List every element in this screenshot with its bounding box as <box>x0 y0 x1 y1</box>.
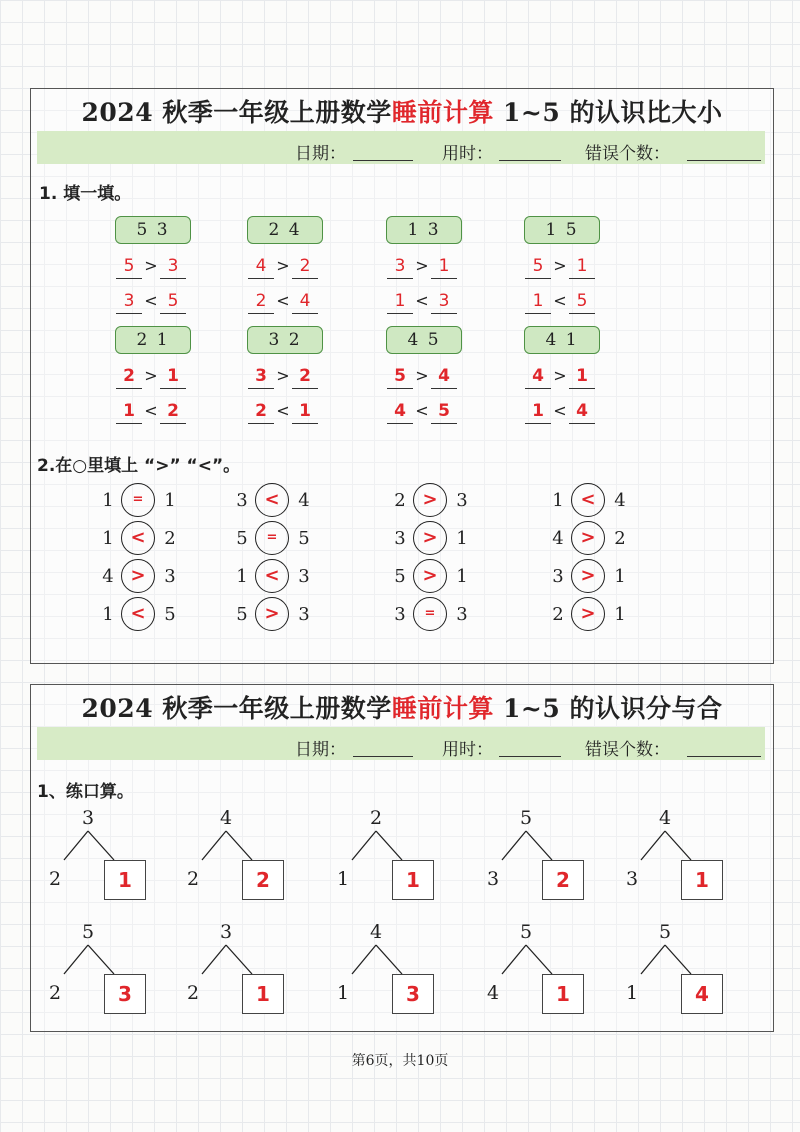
less-than-sign: < <box>276 291 290 310</box>
answer-blank[interactable]: 4 <box>569 399 595 424</box>
compare-row <box>101 559 211 595</box>
right-branch <box>376 831 402 860</box>
less-than-sign: < <box>553 291 567 310</box>
number-bond-tree <box>186 807 296 907</box>
answer-box[interactable]: 1 <box>542 974 584 1014</box>
compare-circle[interactable]: = <box>255 521 289 555</box>
right-number: 4 <box>298 490 310 511</box>
greater-than-sign: > <box>276 256 290 275</box>
compare-row <box>101 521 211 557</box>
answer-blank[interactable]: 1 <box>431 254 457 279</box>
compare-row <box>101 483 211 519</box>
answer-blank[interactable]: 4 <box>431 364 457 389</box>
right-number: 1 <box>456 528 468 549</box>
compare-circle[interactable]: > <box>413 559 447 593</box>
greater-than-sign: > <box>415 256 429 275</box>
errors-label: 错误个数： <box>585 740 670 760</box>
time-label: 用时： <box>442 144 493 164</box>
greater-than-row <box>525 364 597 390</box>
right-number: 3 <box>164 566 176 587</box>
left-number: 3 <box>394 528 406 549</box>
number-bond-tree <box>625 921 735 1021</box>
left-number: 1 <box>102 604 114 625</box>
answer-blank[interactable]: 3 <box>160 254 186 279</box>
whole-number: 2 <box>369 807 383 829</box>
greater-than-row <box>116 364 188 390</box>
left-branch <box>641 831 665 860</box>
number-pair-box: 2 1 <box>115 326 191 354</box>
answer-box[interactable]: 3 <box>392 974 434 1014</box>
answer-box[interactable]: 2 <box>242 860 284 900</box>
greater-than-row <box>387 364 459 390</box>
whole-number: 5 <box>658 921 672 943</box>
compare-row <box>393 597 503 633</box>
number-bond-tree <box>486 921 596 1021</box>
compare-circle[interactable]: > <box>121 559 155 593</box>
answer-blank[interactable]: 2 <box>160 399 186 424</box>
right-number: 2 <box>614 528 626 549</box>
left-number: 5 <box>394 566 406 587</box>
page-footer: 第6页，共10页 <box>351 1053 449 1069</box>
title-highlight: 睡前计算 <box>391 98 494 127</box>
greater-than-sign: > <box>144 366 158 385</box>
number-bond-tree <box>48 807 158 907</box>
right-number: 4 <box>614 490 626 511</box>
answer-blank[interactable]: 3 <box>431 289 457 314</box>
compare-circle[interactable]: < <box>255 483 289 517</box>
answer-blank[interactable]: 5 <box>525 254 551 279</box>
worksheet-title <box>31 93 773 129</box>
title-suffix: 1~5 的认识分与合 <box>493 694 723 723</box>
left-number: 1 <box>102 490 114 511</box>
title-suffix: 1~5 的认识比大小 <box>493 98 723 127</box>
greater-than-sign: > <box>553 256 567 275</box>
answer-blank[interactable]: 2 <box>248 289 274 314</box>
left-number: 1 <box>236 566 248 587</box>
right-number: 3 <box>456 490 468 511</box>
right-number: 3 <box>298 566 310 587</box>
greater-than-sign: > <box>415 366 429 385</box>
answer-box[interactable]: 2 <box>542 860 584 900</box>
answer-box[interactable]: 1 <box>392 860 434 900</box>
date-label: 日期： <box>295 740 346 760</box>
left-number: 4 <box>102 566 114 587</box>
compare-row <box>393 483 503 519</box>
answer-box[interactable]: 1 <box>104 860 146 900</box>
part-number: 2 <box>186 868 200 890</box>
right-number: 5 <box>298 528 310 549</box>
less-than-sign: < <box>553 401 567 420</box>
compare-circle[interactable]: < <box>255 559 289 593</box>
answer-blank[interactable]: 2 <box>292 254 318 279</box>
compare-row <box>235 521 345 557</box>
part-number: 3 <box>486 868 500 890</box>
answer-blank[interactable]: 5 <box>116 254 142 279</box>
compare-row <box>101 597 211 633</box>
left-number: 2 <box>394 490 406 511</box>
tree-branches <box>48 921 158 981</box>
section-fill-title: 1. 填一填。 <box>39 184 132 204</box>
answer-blank[interactable]: 1 <box>569 254 595 279</box>
right-branch <box>665 945 691 974</box>
compare-row <box>551 521 661 557</box>
tree-branches <box>186 807 296 867</box>
greater-than-row <box>248 364 320 390</box>
less-than-sign: < <box>276 401 290 420</box>
number-pair-box: 1 3 <box>386 216 462 244</box>
number-pair-box: 4 1 <box>524 326 600 354</box>
less-than-row <box>248 289 320 315</box>
compare-circle[interactable]: = <box>121 483 155 517</box>
answer-box[interactable]: 1 <box>242 974 284 1014</box>
answer-blank[interactable]: 2 <box>248 399 274 424</box>
left-number: 2 <box>552 604 564 625</box>
answer-blank[interactable]: 1 <box>160 364 186 389</box>
date-label: 日期： <box>295 144 346 164</box>
right-branch <box>526 831 552 860</box>
less-than-sign: < <box>415 401 429 420</box>
tree-branches <box>186 921 296 981</box>
time-field[interactable] <box>499 756 561 757</box>
number-bond-tree <box>336 807 446 907</box>
answer-box[interactable]: 3 <box>104 974 146 1014</box>
right-branch <box>88 831 114 860</box>
less-than-sign: < <box>144 291 158 310</box>
answer-blank[interactable]: 1 <box>525 289 551 314</box>
answer-blank[interactable]: 5 <box>431 399 457 424</box>
greater-than-row <box>387 254 459 280</box>
compare-circle[interactable]: > <box>413 521 447 555</box>
whole-number: 4 <box>219 807 233 829</box>
less-than-row <box>525 289 597 315</box>
number-pair-box: 3 2 <box>247 326 323 354</box>
right-number: 1 <box>456 566 468 587</box>
number-bond-tree <box>186 921 296 1021</box>
right-branch <box>88 945 114 974</box>
less-than-row <box>525 399 597 425</box>
answer-blank[interactable]: 3 <box>116 289 142 314</box>
whole-number: 3 <box>81 807 95 829</box>
part-number: 2 <box>48 868 62 890</box>
left-branch <box>352 831 376 860</box>
less-than-row <box>116 399 188 425</box>
tree-branches <box>486 921 596 981</box>
whole-number: 5 <box>519 807 533 829</box>
part-number: 1 <box>336 982 350 1004</box>
compare-circle[interactable]: > <box>571 521 605 555</box>
answer-blank[interactable]: 1 <box>569 364 595 389</box>
number-pair-box: 5 3 <box>115 216 191 244</box>
less-than-row <box>387 289 459 315</box>
tree-branches <box>336 807 446 867</box>
whole-number: 5 <box>81 921 95 943</box>
answer-blank[interactable]: 3 <box>248 364 274 389</box>
left-branch <box>502 945 526 974</box>
part-number: 1 <box>625 982 639 1004</box>
number-bond-tree <box>336 921 446 1021</box>
errors-field[interactable] <box>687 160 761 161</box>
number-pair-box: 4 5 <box>386 326 462 354</box>
number-bond-tree <box>625 807 735 907</box>
compare-circle[interactable]: < <box>121 521 155 555</box>
answer-blank[interactable]: 1 <box>387 289 413 314</box>
compare-circle[interactable]: > <box>413 483 447 517</box>
date-field[interactable] <box>353 756 413 757</box>
worksheet-title-2 <box>31 689 773 725</box>
left-number: 1 <box>102 528 114 549</box>
compare-row <box>235 597 345 633</box>
right-number: 1 <box>614 566 626 587</box>
answer-blank[interactable]: 5 <box>569 289 595 314</box>
errors-label: 错误个数： <box>585 144 670 164</box>
greater-than-sign: > <box>144 256 158 275</box>
answer-box[interactable]: 1 <box>681 860 723 900</box>
time-field[interactable] <box>499 160 561 161</box>
info-bar-2 <box>37 727 765 760</box>
less-than-sign: < <box>144 401 158 420</box>
answer-box[interactable]: 4 <box>681 974 723 1014</box>
left-branch <box>202 945 226 974</box>
answer-blank[interactable]: 1 <box>292 399 318 424</box>
tree-branches <box>48 807 158 867</box>
right-number: 1 <box>614 604 626 625</box>
left-number: 5 <box>236 604 248 625</box>
number-pair-box: 2 4 <box>247 216 323 244</box>
right-branch <box>526 945 552 974</box>
answer-blank[interactable]: 2 <box>292 364 318 389</box>
left-branch <box>202 831 226 860</box>
section-oral-title: 1、练口算。 <box>37 782 134 802</box>
info-bar <box>37 131 765 164</box>
compare-row <box>393 559 503 595</box>
number-bond-tree <box>486 807 596 907</box>
compare-circle[interactable]: < <box>571 483 605 517</box>
whole-number: 4 <box>369 921 383 943</box>
answer-blank[interactable]: 4 <box>292 289 318 314</box>
part-number: 4 <box>486 982 500 1004</box>
part-number: 2 <box>186 982 200 1004</box>
left-number: 3 <box>552 566 564 587</box>
title-highlight: 睡前计算 <box>391 694 494 723</box>
left-branch <box>64 945 88 974</box>
compare-circle[interactable]: = <box>413 597 447 631</box>
right-number: 1 <box>164 490 176 511</box>
whole-number: 5 <box>519 921 533 943</box>
tree-branches <box>625 921 735 981</box>
less-than-row <box>387 399 459 425</box>
worksheet-decompose <box>30 684 774 1032</box>
compare-circle[interactable]: < <box>121 597 155 631</box>
whole-number: 3 <box>219 921 233 943</box>
right-number: 5 <box>164 604 176 625</box>
tree-branches <box>625 807 735 867</box>
right-number: 3 <box>298 604 310 625</box>
compare-row <box>393 521 503 557</box>
right-branch <box>226 945 252 974</box>
left-branch <box>64 831 88 860</box>
left-branch <box>352 945 376 974</box>
errors-field[interactable] <box>687 756 761 757</box>
answer-blank[interactable]: 5 <box>160 289 186 314</box>
right-branch <box>226 831 252 860</box>
part-number: 2 <box>48 982 62 1004</box>
section-compare-title: 2.在○里填上 “>” “<”。 <box>37 456 241 476</box>
greater-than-row <box>116 254 188 280</box>
compare-circle[interactable]: > <box>571 559 605 593</box>
part-number: 1 <box>336 868 350 890</box>
answer-blank[interactable]: 4 <box>525 364 551 389</box>
left-branch <box>641 945 665 974</box>
answer-blank[interactable]: 4 <box>248 254 274 279</box>
left-number: 4 <box>552 528 564 549</box>
left-number: 3 <box>236 490 248 511</box>
compare-row <box>551 483 661 519</box>
compare-row <box>235 559 345 595</box>
answer-blank[interactable]: 1 <box>525 399 551 424</box>
time-label: 用时： <box>442 740 493 760</box>
right-number: 2 <box>164 528 176 549</box>
left-branch <box>502 831 526 860</box>
right-branch <box>665 831 691 860</box>
date-field[interactable] <box>353 160 413 161</box>
worksheet-compare <box>30 88 774 664</box>
right-branch <box>376 945 402 974</box>
right-number: 3 <box>456 604 468 625</box>
greater-than-row <box>248 254 320 280</box>
compare-row <box>551 597 661 633</box>
answer-blank[interactable]: 1 <box>116 399 142 424</box>
tree-branches <box>486 807 596 867</box>
less-than-sign: < <box>415 291 429 310</box>
greater-than-sign: > <box>276 366 290 385</box>
answer-blank[interactable]: 3 <box>387 254 413 279</box>
compare-row <box>235 483 345 519</box>
title-prefix: 2024 秋季一年级上册数学 <box>81 98 392 127</box>
less-than-row <box>248 399 320 425</box>
whole-number: 4 <box>658 807 672 829</box>
tree-branches <box>336 921 446 981</box>
number-bond-tree <box>48 921 158 1021</box>
title-prefix: 2024 秋季一年级上册数学 <box>81 694 392 723</box>
left-number: 1 <box>552 490 564 511</box>
answer-blank[interactable]: 2 <box>116 364 142 389</box>
compare-row <box>551 559 661 595</box>
part-number: 3 <box>625 868 639 890</box>
greater-than-row <box>525 254 597 280</box>
answer-blank[interactable]: 4 <box>387 399 413 424</box>
answer-blank[interactable]: 5 <box>387 364 413 389</box>
left-number: 5 <box>236 528 248 549</box>
compare-circle[interactable]: > <box>255 597 289 631</box>
greater-than-sign: > <box>553 366 567 385</box>
number-pair-box: 1 5 <box>524 216 600 244</box>
left-number: 3 <box>394 604 406 625</box>
less-than-row <box>116 289 188 315</box>
compare-circle[interactable]: > <box>571 597 605 631</box>
